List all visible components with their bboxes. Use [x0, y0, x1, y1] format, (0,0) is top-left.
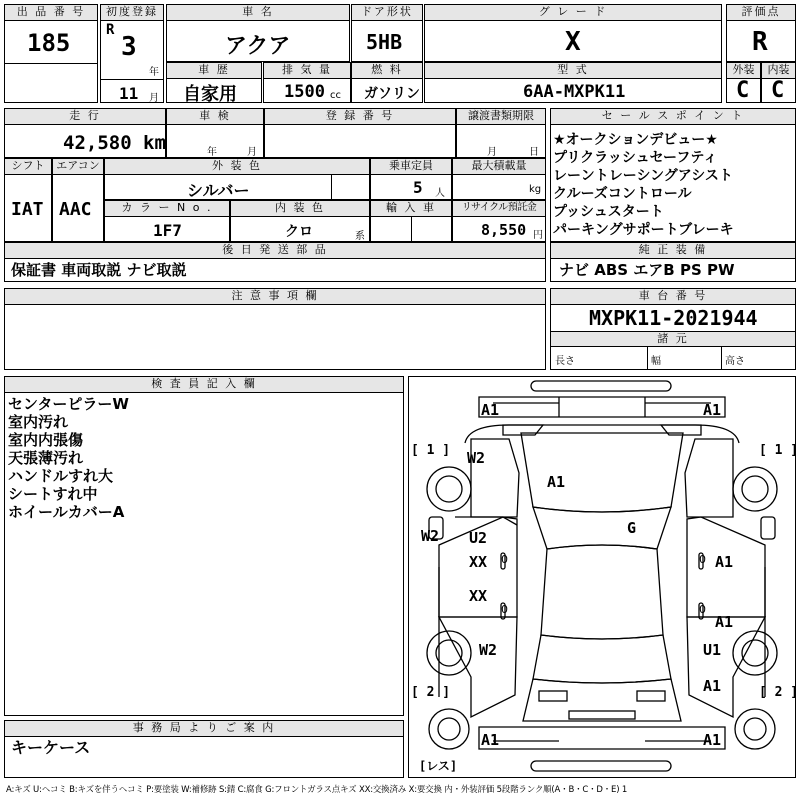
score: R	[752, 27, 768, 57]
history-header: 車 歴	[167, 63, 261, 79]
model-header: 型 式	[425, 63, 721, 79]
inspector-note: シートすれ中	[8, 485, 98, 503]
shift-box	[4, 158, 52, 242]
damage-door-left-front-1: U2	[469, 529, 488, 547]
lot-header: 出 品 番 号	[5, 5, 97, 21]
wheel-label-left-rear: [ 2 ]	[411, 685, 451, 700]
inspector-note: 室内内張傷	[8, 431, 84, 449]
transfer-box	[456, 108, 546, 158]
aircon: AAC	[59, 199, 92, 220]
sales-point: パーキングサポートブレーキ	[553, 222, 734, 238]
int-color-box	[230, 200, 370, 242]
caution-box	[4, 288, 546, 370]
lot-number: 185	[27, 29, 71, 57]
wheel-label-right-front: [ 1 ]	[759, 443, 799, 458]
parts-header: 後 日 発 送 部 品	[5, 243, 545, 259]
grade-header: グ レ ー ド	[425, 5, 721, 21]
spec-length: 長さ	[555, 356, 575, 367]
mileage-box	[4, 108, 166, 158]
sales-point: ★オークションデビュー★	[553, 132, 718, 148]
damage-door-right-rear: A1	[715, 613, 734, 631]
sales-point: クルーズコントロール	[553, 186, 692, 202]
inspection-box	[166, 108, 264, 158]
grade-box	[424, 4, 722, 62]
reg-no-box	[264, 108, 456, 158]
load-unit: kg	[529, 184, 542, 195]
sales-point: レーントレーシングアシスト	[553, 168, 733, 184]
sales-header: セ ー ル ス ポ イ ン ト	[551, 109, 795, 125]
vin-header: 車 台 番 号	[551, 289, 795, 305]
car-name: アクア	[225, 34, 291, 59]
damage-roof: G	[627, 519, 637, 537]
score-box	[726, 4, 796, 62]
reg-era: R	[106, 22, 115, 38]
door-box	[351, 4, 423, 62]
int-color-unit: 系	[355, 231, 365, 242]
equip-header: 純 正 装 備	[551, 243, 795, 259]
reg-month-unit: 月	[149, 93, 159, 104]
aircon-box	[52, 158, 104, 242]
office-box	[4, 720, 404, 778]
sales-point: プッシュスタート	[553, 204, 664, 220]
sales-point: プリクラッシュセーフティ	[553, 150, 718, 166]
color-no-header: カ ラ ー N o .	[105, 201, 229, 217]
lot-box	[4, 4, 98, 103]
ext-color: シルバー	[187, 181, 250, 200]
ext-color-box	[104, 158, 370, 200]
recycle-box	[452, 200, 546, 242]
capacity-header: 乗車定員	[371, 159, 451, 175]
damage-door-left-front-2: XX	[469, 553, 488, 571]
history: 自家用	[183, 84, 237, 105]
capacity-unit: 人	[435, 188, 445, 199]
ext-color-header: 外 装 色	[105, 159, 369, 175]
displacement-unit: cc	[330, 90, 341, 101]
int-color: クロ	[285, 224, 313, 240]
parts: 保証書 車両取説 ナビ取説	[11, 261, 187, 279]
import-box	[370, 200, 452, 242]
recycle-header: リサイクル預託金	[453, 201, 545, 217]
displacement-box	[263, 62, 351, 103]
inspector-note: ハンドルすれ大	[8, 467, 114, 485]
transfer-header: 譲渡書類期限	[457, 109, 545, 125]
damage-rear-bumper-right: A1	[703, 731, 722, 749]
zero-mark: 0	[699, 603, 706, 616]
car-diagram	[408, 376, 799, 778]
inspection-month: 月	[247, 147, 257, 158]
car-name-box	[166, 4, 350, 62]
load-header: 最大積載量	[453, 159, 545, 175]
reg-month: 11	[119, 84, 139, 103]
office-note: キーケース	[11, 738, 91, 757]
mileage-header: 走 行	[5, 109, 165, 125]
grade: X	[565, 27, 581, 57]
reg-year-unit: 年	[149, 67, 159, 78]
inspector-note: ホイールカバーA	[8, 503, 125, 521]
damage-door-left-rear: XX	[469, 587, 488, 605]
wheel-label-left-front: [ 1 ]	[411, 443, 451, 458]
damage-front-right: A1	[703, 401, 722, 419]
history-box	[166, 62, 262, 103]
damage-rear-right: A1	[703, 677, 722, 695]
damage-pillar-left: W2	[421, 527, 440, 545]
inspection-header: 車 検	[167, 109, 263, 125]
model: 6AA-MXPK11	[523, 82, 626, 102]
score-header: 評価点	[727, 5, 795, 21]
displacement-header: 排 気 量	[264, 63, 350, 79]
door-header: ドア形状	[352, 5, 422, 21]
mileage: 42,580	[63, 132, 132, 154]
fuel: ガソリン	[364, 86, 420, 102]
import-header: 輸 入 車	[371, 201, 451, 217]
color-no: 1F7	[153, 221, 182, 240]
inspector-note: 天張薄汚れ	[8, 449, 84, 467]
aircon-header: エアコン	[53, 159, 103, 175]
equip: ナビ ABS エアB PS PW	[559, 261, 735, 279]
capacity: 5	[413, 178, 423, 197]
shift-header: シフト	[5, 159, 51, 175]
inspection-year: 年	[207, 147, 217, 158]
shift: IAT	[11, 199, 44, 220]
reg-no-header: 登 録 番 号	[265, 109, 455, 125]
spec-width: 幅	[651, 356, 661, 367]
fuel-box	[351, 62, 423, 103]
ext-score-box	[726, 62, 761, 103]
parts-box	[4, 242, 546, 282]
inspector-box	[4, 376, 404, 716]
mileage-unit: km	[143, 132, 166, 154]
zero-mark: 0	[699, 553, 706, 566]
fuel-header: 燃 料	[352, 63, 422, 79]
office-header: 事 務 局 よ り ご 案 内	[5, 721, 403, 737]
recycle-unit: 円	[533, 230, 543, 241]
legend: A:キズ U:ヘコミ B:キズを伴うヘコミ P:要塗装 W:補修跡 S:錆 C:腐食 G:フロントガラス点キズ XX:交換済み X:要交換 内・外装評価 5段階ランク順(A・B・C・D・E) 1	[6, 785, 628, 795]
door-type: 5HB	[366, 30, 403, 54]
spare-label: [レス]	[419, 759, 458, 773]
color-no-box	[104, 200, 230, 242]
damage-rear-left: A1	[481, 731, 500, 749]
vin-box	[550, 288, 796, 370]
load-box	[452, 158, 546, 200]
damage-rear-fender-right: U1	[703, 641, 722, 659]
equip-box	[550, 242, 796, 282]
damage-rear-fender-left: W2	[479, 641, 498, 659]
capacity-box	[370, 158, 452, 200]
inspector-note: センターピラーW	[8, 395, 129, 413]
ext-score-header: 外装	[727, 63, 760, 79]
caution-header: 注 意 事 項 欄	[5, 289, 545, 305]
transfer-month: 月	[487, 147, 497, 158]
int-color-header: 内 装 色	[231, 201, 369, 217]
registration-box	[100, 4, 164, 103]
wheel-label-right-rear: [ 2 ]	[759, 685, 799, 700]
int-score-header: 内装	[762, 63, 795, 79]
zero-mark: 0	[501, 603, 508, 616]
int-score-box	[761, 62, 796, 103]
car-diagram-drawing	[409, 377, 795, 777]
transfer-day: 日	[529, 147, 539, 158]
ext-score: C	[736, 78, 750, 103]
int-score: C	[771, 78, 785, 103]
model-box	[424, 62, 722, 103]
damage-door-right-front: A1	[715, 553, 734, 571]
recycle: 8,550	[481, 221, 527, 239]
damage-front-left: A1	[481, 401, 500, 419]
vin: MXPK11-2021944	[589, 306, 758, 330]
spec-height: 高さ	[725, 356, 745, 367]
displacement: 1500	[284, 82, 325, 102]
damage-fender-left: W2	[467, 449, 486, 467]
sales-box	[550, 108, 796, 242]
inspector-header: 検 査 員 記 入 欄	[5, 377, 403, 393]
zero-mark: 0	[501, 553, 508, 566]
damage-hood: A1	[547, 473, 566, 491]
car-name-header: 車 名	[167, 5, 349, 21]
specs-header: 諸 元	[551, 332, 795, 346]
inspector-note: 室内汚れ	[8, 413, 69, 431]
registration-header: 初度登録	[101, 5, 163, 21]
reg-year: 3	[121, 32, 137, 62]
